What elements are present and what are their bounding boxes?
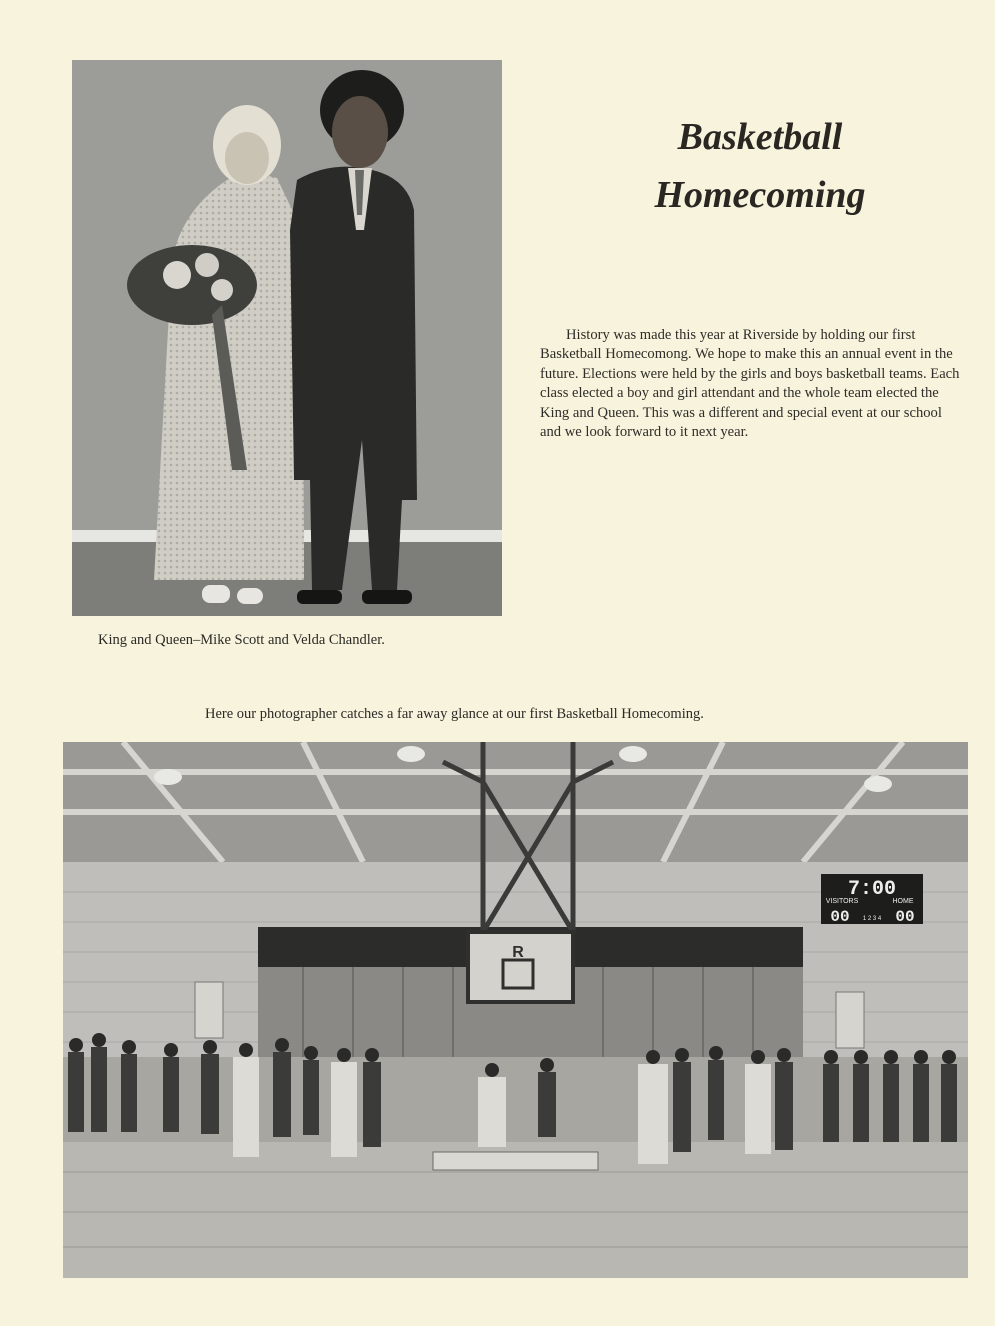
king-queen-caption: King and Queen–Mike Scott and Velda Chandler. bbox=[98, 632, 385, 648]
scoreboard-home-label: HOME bbox=[892, 898, 914, 905]
backboard-letter: R bbox=[512, 944, 524, 961]
gym-photo-caption: Here our photographer catches a far away glance at our first Basketball Homecoming. bbox=[205, 706, 704, 722]
king-queen-photo bbox=[72, 60, 502, 616]
scoreboard bbox=[821, 874, 923, 926]
gymnasium-photo-drawing bbox=[63, 742, 968, 1278]
title-line-2: Homecoming bbox=[654, 174, 866, 216]
scoreboard-clock: 7:00 bbox=[847, 878, 897, 901]
scoreboard-home-score: 00 bbox=[895, 908, 915, 926]
scoreboard-periods: 1 2 3 4 bbox=[862, 916, 882, 922]
title-line-1: Basketball bbox=[677, 116, 843, 158]
backboard bbox=[468, 932, 573, 1002]
scoreboard-visitors-score: 00 bbox=[830, 908, 850, 926]
page-title bbox=[590, 108, 930, 224]
king-queen-photo-drawing bbox=[72, 60, 502, 616]
article-paragraph: History was made this year at Riverside by holding our first Basketball Homecomong. We hope to make this an annual event in the future. Elections were held by the girls and boys basketball teams. Each class elected a boy and girl attendant and the whole team elected the King and Queen. This was a different and special event at our school and we look forward to it next year. bbox=[540, 327, 960, 441]
scoreboard-visitors-label: VISITORS bbox=[825, 898, 859, 905]
gymnasium-photo bbox=[63, 742, 968, 1278]
